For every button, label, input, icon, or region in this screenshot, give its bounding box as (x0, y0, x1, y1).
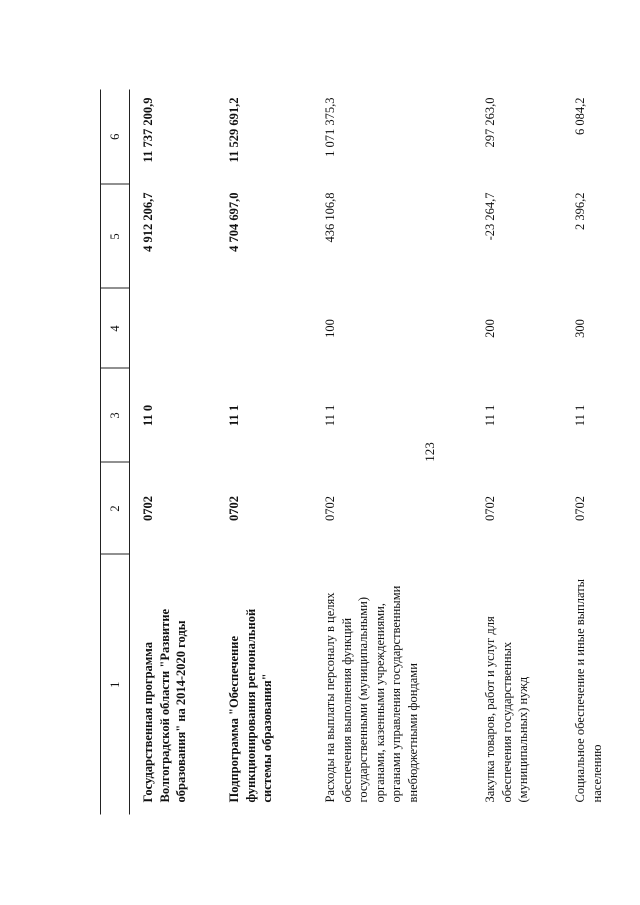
row-target-code: 11 0 (141, 404, 155, 427)
table-row (312, 90, 472, 815)
row-value-6: 297 263,0 (483, 97, 497, 148)
row-value-5: 4 704 697,0 (227, 192, 241, 252)
row-expense-type (130, 289, 217, 369)
row-expense-type (216, 289, 312, 369)
row-value-6: 1 071 375,3 (323, 97, 337, 157)
row-name: Государственная программа Волгоградской области "Развитие образования" на 2014-2020 годы (141, 608, 188, 803)
table-row (472, 90, 562, 815)
row-value-5: 2 396,2 (573, 192, 587, 230)
row-target-code: 11 1 (483, 404, 497, 427)
budget-table-container (100, 90, 604, 815)
row-target-code: 11 1 (227, 404, 241, 427)
row-value-5: 4 912 206,7 (141, 192, 155, 252)
header-col-6: 6 (101, 90, 130, 185)
row-value-5: -23 264,7 (483, 192, 497, 241)
row-value-5: 436 106,8 (323, 192, 337, 243)
row-value-6: 11 737 200,9 (141, 97, 155, 163)
budget-table (100, 90, 630, 815)
row-name: Подпрограмма "Обеспечение функционирования региональной системы образования" (227, 608, 274, 803)
header-col-1: 1 (101, 555, 130, 815)
table-row (562, 90, 630, 815)
row-section-code: 0702 (483, 496, 497, 521)
header-col-5: 5 (101, 185, 130, 289)
row-section-code: 0702 (573, 496, 587, 521)
row-expense-type: 300 (573, 319, 587, 338)
row-section-code: 0702 (141, 496, 155, 521)
row-name: Социальное обеспечение и иные выплаты населению (573, 578, 604, 803)
page-number: 123 (422, 442, 437, 462)
row-name: Расходы на выплаты персоналу в целях обеспечения выполнения функций государственными (муниципальными) органами, казенными учреждениями, органами управления государственными внебюджетными фондами (323, 585, 420, 803)
table-row (216, 90, 312, 815)
header-col-2: 2 (101, 463, 130, 555)
row-expense-type: 200 (483, 319, 497, 338)
row-section-code: 0702 (227, 496, 241, 521)
header-col-3: 3 (101, 369, 130, 463)
header-col-4: 4 (101, 289, 130, 369)
row-section-code: 0702 (323, 496, 337, 521)
row-value-6: 11 529 691,2 (227, 97, 241, 163)
row-target-code: 11 1 (573, 404, 587, 427)
table-row (130, 90, 217, 815)
header-row (101, 90, 130, 815)
row-value-6: 6 084,2 (573, 97, 587, 135)
row-name: Закупка товаров, работ и услуг для обеспечения государственных (муниципальных) нужд (483, 616, 530, 803)
row-expense-type: 100 (323, 319, 337, 338)
row-target-code: 11 1 (323, 404, 337, 427)
